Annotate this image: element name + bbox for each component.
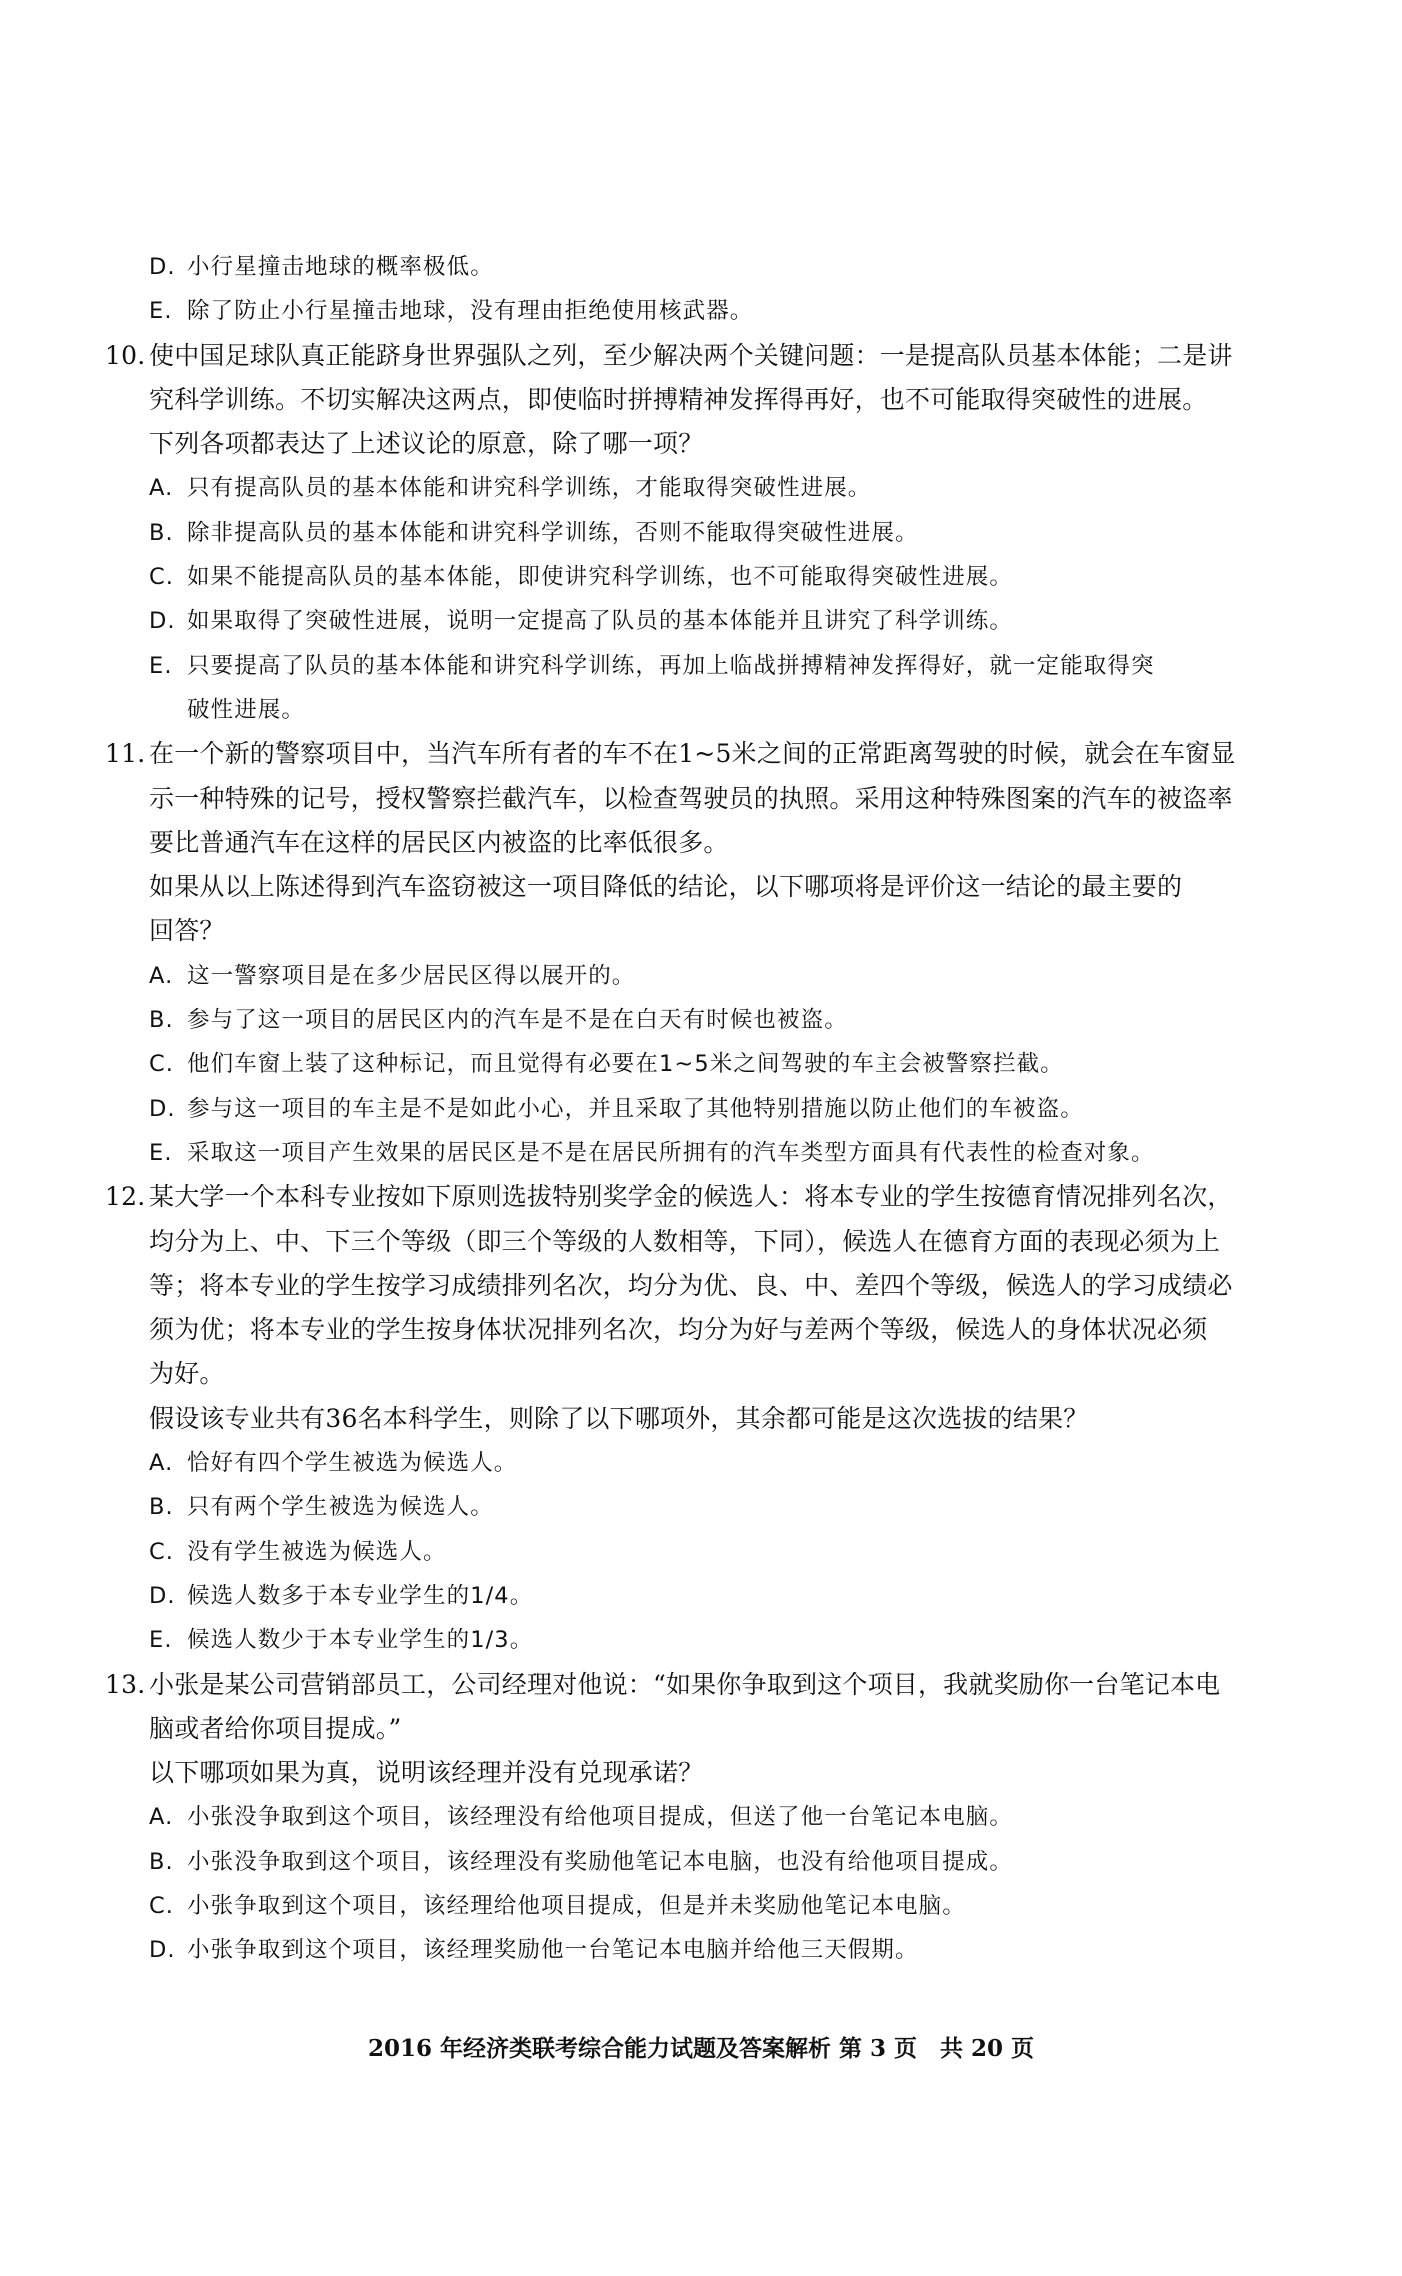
option-text: 如果不能提高队员的基本体能，即使讲究科学训练，也不可能取得突破性进展。 xyxy=(187,564,1014,591)
option-line xyxy=(105,511,1275,555)
question-stem-line: 如果从以上陈述得到汽车盗窃被这一项目降低的结论，以下哪项将是评价这一结论的最主要的 xyxy=(149,872,1183,902)
option-letter: D. xyxy=(149,1937,176,1964)
option-letter: D. xyxy=(149,254,176,280)
option-line xyxy=(105,245,1275,289)
option-line xyxy=(105,1618,1275,1662)
option-letter: A. xyxy=(149,1804,174,1831)
option-text: 候选人数多于本专业学生的1/4。 xyxy=(187,1582,534,1609)
option-text: 候选人数少于本专业学生的1/3。 xyxy=(187,1627,534,1654)
option-line xyxy=(105,1840,1275,1884)
question-stem-line: 究科学训练。不切实解决这两点，即使临时拼搏精神发挥得再好，也不可能取得突破性的进展。 xyxy=(149,384,1208,414)
option-line xyxy=(105,466,1275,510)
question-stem-line: 假设该专业共有36名本科学生，则除了以下哪项外，其余都可能是这次选拔的结果？ xyxy=(149,1403,1089,1433)
option-letter: B. xyxy=(149,1494,174,1521)
option-text: 小张没争取到这个项目，该经理没有给他项目提成，但送了他一台笔记本电脑。 xyxy=(187,1804,1014,1831)
option-line xyxy=(105,599,1275,643)
option-text: 这一警察项目是在多少居民区得以展开的。 xyxy=(187,962,636,989)
option-text: 参与这一项目的车主是不是如此小心，并且采取了其他特别措施以防止他们的车被盗。 xyxy=(187,1095,1084,1122)
question-number: 13. xyxy=(105,1669,146,1699)
option-line xyxy=(105,1087,1275,1131)
option-letter: D. xyxy=(149,1095,176,1122)
option-letter: C. xyxy=(149,1051,175,1078)
option-text: 只要提高了队员的基本体能和讲究科学训练，再加上临战拼搏精神发挥得好，就一定能取得突 xyxy=(187,652,1155,679)
option-letter: D. xyxy=(149,1582,176,1609)
question-stem-line xyxy=(105,732,1275,776)
stem-text: 某大学一个本科专业按如下原则选拔特别奖学金的候选人：将本专业的学生按德育情况排列名次， xyxy=(149,1182,1233,1212)
option-letter: E. xyxy=(149,652,173,679)
option-line xyxy=(105,1441,1275,1485)
option-text: 小张争取到这个项目，该经理奖励他一台笔记本电脑并给他三天假期。 xyxy=(187,1937,919,1964)
option-line xyxy=(105,1485,1275,1529)
option-letter: A. xyxy=(149,1450,174,1477)
question-stem-line: 为好。 xyxy=(149,1359,225,1389)
question-stem-line: 均分为上、中、下三个等级（即三个等级的人数相等，下同），候选人在德育方面的表现必须为上 xyxy=(149,1226,1221,1256)
option-text: 参与了这一项目的居民区内的汽车是不是在白天有时候也被盗。 xyxy=(187,1007,848,1034)
option-letter: B. xyxy=(149,1848,174,1875)
stem-text: 使中国足球队真正能跻身世界强队之列，至少解决两个关键问题：一是提高队员基本体能；二是讲 xyxy=(149,340,1233,370)
stem-text: 在一个新的警察项目中，当汽车所有者的车不在1~5米之间的正常距离驾驶的时候，就会在车窗显 xyxy=(149,739,1236,769)
option-letter: B. xyxy=(149,519,174,546)
question-number: 10. xyxy=(105,340,146,370)
question-stem-line: 以下哪项如果为真，说明该经理并没有兑现承诺？ xyxy=(149,1758,704,1788)
question-stem-line: 脑或者给你项目提成。” xyxy=(149,1713,402,1743)
question-number: 11. xyxy=(105,739,146,769)
option-text: 他们车窗上装了这种标记，而且觉得有必要在1~5米之间驾驶的车主会被警察拦截。 xyxy=(187,1051,1064,1078)
question-stem-line: 回答？ xyxy=(149,916,225,946)
option-line xyxy=(105,1928,1275,1972)
option-text: 采取这一项目产生效果的居民区是不是在居民所拥有的汽车类型方面具有代表性的检查对象。 xyxy=(187,1139,1155,1166)
option-letter: D. xyxy=(149,608,176,635)
option-line xyxy=(105,1131,1275,1175)
option-line xyxy=(105,555,1275,599)
question-stem-line: 须为优；将本专业的学生按身体状况排列名次，均分为好与差两个等级，候选人的身体状况必须 xyxy=(149,1315,1208,1345)
option-text: 恰好有四个学生被选为候选人。 xyxy=(187,1450,518,1477)
question-stem-line: 下列各项都表达了上述议论的原意，除了哪一项？ xyxy=(149,429,704,459)
option-letter: C. xyxy=(149,564,175,591)
question-number: 12. xyxy=(105,1182,146,1212)
question-stem-line xyxy=(105,1175,1275,1219)
option-letter: E. xyxy=(149,1139,173,1166)
question-stem-line: 等；将本专业的学生按学习成绩排列名次，均分为优、良、中、差四个等级，候选人的学习成绩必 xyxy=(149,1270,1233,1300)
option-letter: E. xyxy=(149,298,173,325)
option-text: 小张没争取到这个项目，该经理没有奖励他笔记本电脑，也没有给他项目提成。 xyxy=(187,1848,1014,1875)
option-letter: C. xyxy=(149,1538,175,1565)
option-text: 小行星撞击地球的概率极低。 xyxy=(187,254,494,280)
option-line xyxy=(105,1042,1275,1086)
option-letter: A. xyxy=(149,475,174,502)
option-line xyxy=(105,289,1275,333)
stem-text: 小张是某公司营销部员工，公司经理对他说：“如果你争取到这个项目，我就奖励你一台笔记本电 xyxy=(149,1669,1221,1699)
option-text: 没有学生被选为候选人。 xyxy=(187,1538,447,1565)
option-text: 小张争取到这个项目，该经理给他项目提成，但是并未奖励他笔记本电脑。 xyxy=(187,1892,966,1919)
option-letter: E. xyxy=(149,1627,173,1654)
option-line xyxy=(105,998,1275,1042)
question-stem-line: 示一种特殊的记号，授权警察拦截汽车，以检查驾驶员的执照。采用这种特殊图案的汽车的被盗率 xyxy=(149,783,1233,813)
option-line xyxy=(105,954,1275,998)
question-stem-line xyxy=(105,334,1275,378)
question-list xyxy=(105,245,1275,1973)
option-text: 如果取得了突破性进展，说明一定提高了队员的基本体能并且讲究了科学训练。 xyxy=(187,608,1014,635)
option-letter: B. xyxy=(149,1007,174,1034)
option-text: 只有提高队员的基本体能和讲究科学训练，才能取得突破性进展。 xyxy=(187,475,872,502)
question-stem-line: 要比普通汽车在这样的居民区内被盗的比率低很多。 xyxy=(149,827,729,857)
option-text: 只有两个学生被选为候选人。 xyxy=(187,1494,494,1521)
option-line xyxy=(105,1884,1275,1928)
option-letter: C. xyxy=(149,1892,175,1919)
option-text: 除非提高队员的基本体能和讲究科学训练，否则不能取得突破性进展。 xyxy=(187,519,919,546)
option-letter: A. xyxy=(149,962,174,989)
option-line xyxy=(105,1530,1275,1574)
option-line xyxy=(105,1795,1275,1839)
option-text: 除了防止小行星撞击地球，没有理由拒绝使用核武器。 xyxy=(187,298,754,325)
question-stem-line xyxy=(105,1663,1275,1707)
option-line xyxy=(105,1574,1275,1618)
page-footer: 2016 年经济类联考综合能力试题及答案解析 第 3 页 共 20 页 xyxy=(367,2035,1035,2062)
option-continuation: 破性进展。 xyxy=(187,696,306,723)
option-line xyxy=(105,644,1275,688)
